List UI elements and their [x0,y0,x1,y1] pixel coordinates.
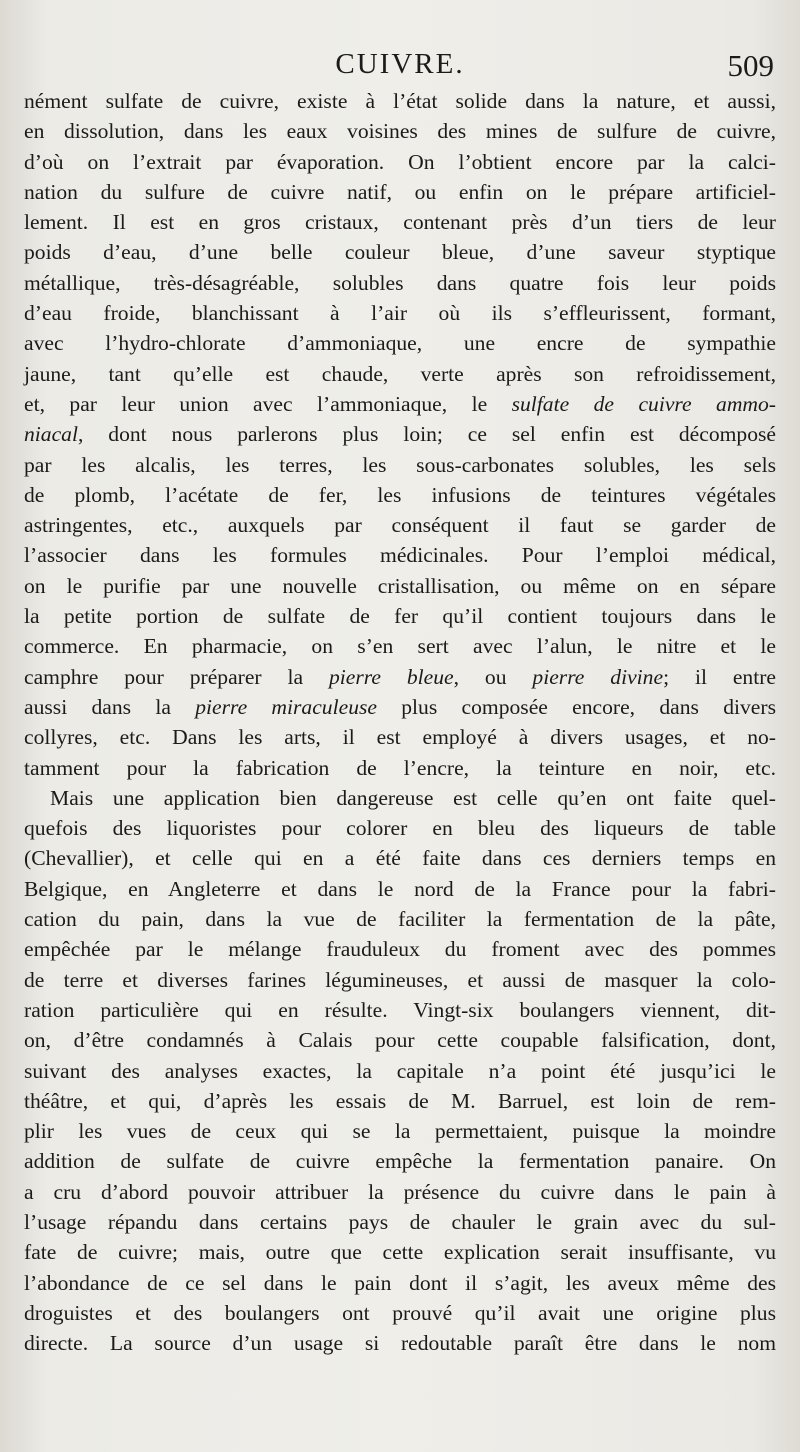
text-line [24,389,776,419]
text-run: et, par leur union avec l’ammoniaque, le [24,391,512,416]
text-line: droguistes et des boulangers ont prouvé qu’il avait une origine plus [24,1300,776,1325]
body-text [24,86,776,1358]
italic-term: niacal [24,422,78,447]
text-line: l’associer dans les formules médicinales. Pour l’emploi médical, [24,543,776,568]
running-head [24,48,776,88]
text-line: de terre et diverses farines légumineuses, et aussi de masquer la colo- [24,967,776,992]
italic-term: pierre bleue [329,664,454,689]
page-number: 509 [727,48,774,83]
text-line: tamment pour la fabrication de l’encre, la teinture en noir, etc. [24,755,776,780]
text-line: Belgique, en Angleterre et dans le nord de la France pour la fabri- [24,876,776,901]
text-line: d’où on l’extrait par évaporation. On l’obtient encore par la calci- [24,149,776,174]
paragraph-start-line: Mais une application bien dangereuse est celle qu’en ont faite quel- [50,785,776,810]
text-line: avec l’hydro-chlorate d’ammoniaque, une encre de sympathie [24,331,776,356]
text-line: nément sulfate de cuivre, existe à l’état solide dans la nature, et aussi, [24,89,776,113]
text-line: poids d’eau, d’une belle couleur bleue, d’une saveur styptique [24,240,776,265]
italic-term: sulfate de cuivre ammo- [511,391,776,416]
text-line: l’usage répandu dans certains pays de chauler le grain avec du sul- [24,1209,776,1234]
text-line: empêchée par le mélange frauduleux du froment avec des pommes [24,937,776,962]
text-run: , ou [453,664,533,689]
text-line: métallique, très-désagréable, solubles dans quatre fois leur poids [24,270,776,295]
text-line: théâtre, et qui, d’après les essais de M. Barruel, est loin de rem- [24,1088,776,1113]
text-line: jaune, tant qu’elle est chaude, verte après son refroidissement, [24,361,776,386]
text-line: d’eau froide, blanchissant à l’air où ils s’effleurissent, formant, [24,301,776,326]
text-line: plir les vues de ceux qui se la permettaient, puisque la moindre [24,1119,776,1144]
text-line: par les alcalis, les terres, les sous-carbonates solubles, les sels [24,452,776,477]
text-line: commerce. En pharmacie, on s’en sert avec l’alun, le nitre et le [24,634,776,659]
text-line: fate de cuivre; mais, outre que cette explication serait insuffisante, vu [24,1240,776,1265]
text-line: addition de sulfate de cuivre empêche la fermentation panaire. On [24,1149,776,1174]
text-run: plus composée encore, dans divers [376,694,776,719]
text-line [24,662,776,692]
text-run: aussi dans la [24,694,196,719]
running-title: CUIVRE. [335,48,465,80]
text-line: directe. La source d’un usage si redoutable paraît être dans le nom [24,1331,776,1356]
text-line: nation du sulfure de cuivre natif, ou enfin on le prépare artificiel- [24,179,776,204]
text-line: cation du pain, dans la vue de faciliter la fermentation de la pâte, [24,907,776,932]
italic-term: pierre divine [532,664,664,689]
text-line: quefois des liquoristes pour colorer en bleu des liqueurs de table [24,816,776,841]
text-run: ; il entre [663,664,777,689]
text-line: la petite portion de sulfate de fer qu’il contient toujours dans le [24,604,776,629]
text-line: en dissolution, dans les eaux voisines des mines de sulfure de cuivre, [24,119,776,144]
text-line [24,419,776,449]
text-line: a cru d’abord pouvoir attribuer la présence du cuivre dans le pain à [24,1179,776,1204]
text-run: camphre pour préparer la [24,664,329,689]
italic-term: pierre miraculeuse [195,694,377,719]
text-line: de plomb, l’acétate de fer, les infusions de teintures végétales [24,482,776,507]
text-line [24,692,776,722]
text-line: l’abondance de ce sel dans le pain dont il s’agit, les aveux même des [24,1270,776,1295]
text-line: lement. Il est en gros cristaux, contenant près d’un tiers de leur [24,210,776,235]
text-line: astringentes, etc., auxquels par conséquent il faut se garder de [24,513,776,538]
text-run: , dont nous parlerons plus loin; ce sel enfin est décomposé [77,422,776,447]
text-line: on, d’être condamnés à Calais pour cette coupable falsification, dont, [24,1028,776,1053]
text-line: ration particulière qui en résulte. Vingt-six boulangers viennent, dit- [24,997,776,1022]
text-line: collyres, etc. Dans les arts, il est employé à divers usages, et no- [24,725,776,750]
text-line: (Chevallier), et celle qui en a été faite dans ces derniers temps en [24,846,776,871]
text-line: on le purifie par une nouvelle cristallisation, ou même on en sépare [24,573,776,598]
text-line: suivant des analyses exactes, la capitale n’a point été jusqu’ici le [24,1058,776,1083]
